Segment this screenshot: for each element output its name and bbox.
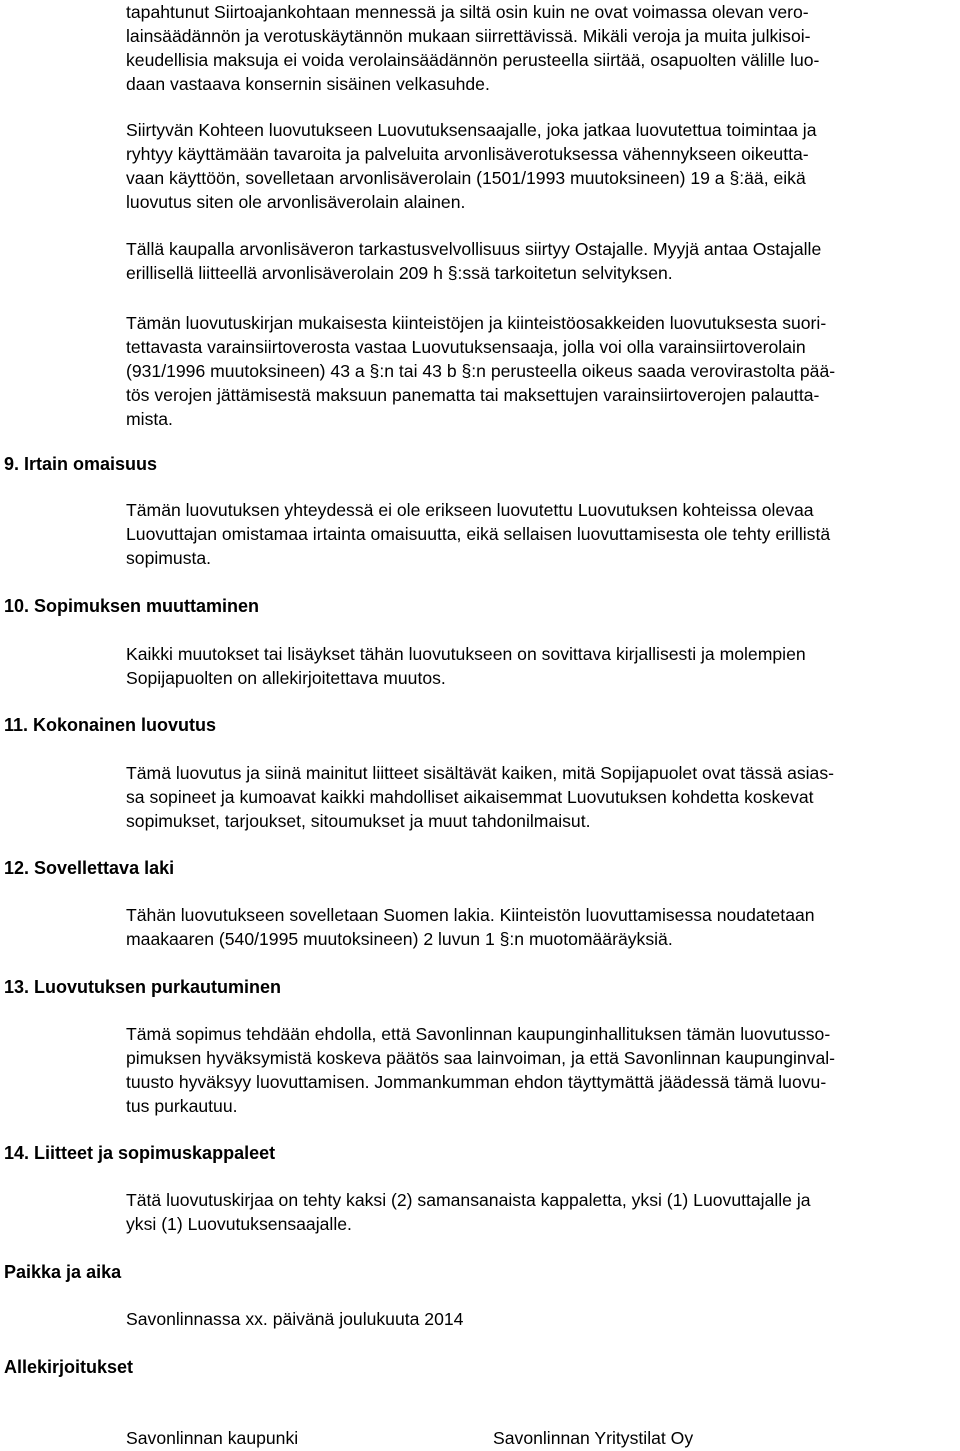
paragraph-vat-transfer (126, 118, 954, 214)
text-line: tuusto hyväksyy luovuttamisen. Jommankumman ehdon täyttymättä jäädessä tämä luovu- (126, 1072, 827, 1092)
heading-section-9: 9. Irtain omaisuus (4, 454, 158, 474)
heading-section-12: 12. Sovellettava laki (4, 858, 175, 878)
signatory-left: Savonlinnan kaupunki (126, 1428, 299, 1448)
text-line: Tähän luovutukseen sovelletaan Suomen lakia. Kiinteistön luovuttamisessa noudatetaan (126, 905, 815, 925)
text-line: vaan käyttöön, sovelletaan arvonlisäverolain (1501/1993 muutoksineen) 19 a §:ää, eikä (126, 168, 806, 188)
paragraph-section-14 (126, 1188, 954, 1236)
heading-section-10: 10. Sopimuksen muuttaminen (4, 596, 260, 616)
text-line: lainsäädännön ja verotuskäytännön mukaan siirrettävissä. Mikäli veroja ja muita julkisoi- (126, 26, 811, 46)
text-line: erillisellä liitteellä arvonlisäverolain 209 h §:ssä tarkoitetun selvityksen. (126, 263, 673, 283)
text-line: maakaaren (540/1995 muutoksineen) 2 luvun 1 §:n muotomääräyksiä. (126, 929, 673, 949)
heading-place-time: Paikka ja aika (4, 1262, 122, 1282)
text-line: Luovuttajan omistamaa irtainta omaisuutta, eikä sellaisen luovuttamisesta ole tehty erillistä (126, 524, 831, 544)
text-line: sopimukset, tarjoukset, sitoumukset ja muut tahdonilmaisut. (126, 811, 591, 831)
paragraph-tax-transfer (126, 0, 954, 96)
text-line: Tätä luovutuskirjaa on tehty kaksi (2) samansanaista kappaletta, yksi (1) Luovuttajalle ja (126, 1190, 811, 1210)
heading-signatures: Allekirjoitukset (4, 1357, 134, 1377)
text-line: luovutus siten ole arvonlisäverolain alainen. (126, 192, 466, 212)
text-line: Tämän luovutuksen yhteydessä ei ole erikseen luovutettu Luovutuksen kohteissa olevaa (126, 500, 814, 520)
text-line: sopimusta. (126, 548, 212, 568)
text-line: daan vastaava konsernin sisäinen velkasuhde. (126, 74, 490, 94)
text-line: pimuksen hyväksymistä koskeva päätös saa lainvoiman, ja että Savonlinnan kaupunginval- (126, 1048, 836, 1068)
paragraph-transfer-tax (126, 311, 954, 431)
place-date (126, 1307, 954, 1331)
text-line: tapahtunut Siirtoajankohtaan mennessä ja siltä osin kuin ne ovat voimassa olevan vero- (126, 2, 809, 22)
paragraph-section-13 (126, 1022, 954, 1118)
heading-section-13: 13. Luovutuksen purkautuminen (4, 977, 282, 997)
text-line: Tämä sopimus tehdään ehdolla, että Savonlinnan kaupunginhallituksen tämän luovutusso- (126, 1024, 831, 1044)
text-line: tettavasta varainsiirtoverosta vastaa Luovutuksensaaja, jolla voi olla varainsiirtoverolain (126, 337, 806, 357)
heading-section-14: 14. Liitteet ja sopimuskappaleet (4, 1143, 276, 1163)
paragraph-section-11 (126, 761, 954, 833)
paragraph-vat-review (126, 237, 954, 285)
text-line: sa sopineet ja kumoavat kaikki mahdolliset aikaisemmat Luovutuksen kohdetta koskevat (126, 787, 814, 807)
text-line: Tämä luovutus ja siinä mainitut liitteet sisältävät kaiken, mitä Sopijapuolet ovat tässä asias- (126, 763, 835, 783)
text-line: Siirtyvän Kohteen luovutukseen Luovutuksensaajalle, joka jatkaa luovutettua toimintaa ja (126, 120, 817, 140)
text-line: (931/1996 muutoksineen) 43 a §:n tai 43 b §:n perusteella oikeus saada verovirastolta pää- (126, 361, 836, 381)
heading-section-11: 11. Kokonainen luovutus (4, 715, 217, 735)
paragraph-section-10 (126, 642, 954, 690)
text-line: keudellisia maksuja ei voida verolainsäädännön perusteella siirtää, osapuolten välille luo- (126, 50, 820, 70)
signatory-right: Savonlinnan Yritystilat Oy (493, 1428, 694, 1448)
text-line: Kaikki muutokset tai lisäykset tähän luovutukseen on sovittava kirjallisesti ja molempien (126, 644, 806, 664)
text-line: tös verojen jättämisestä maksuun panematta tai maksettujen varainsiirtoverojen palautta- (126, 385, 820, 405)
text-line: tus purkautuu. (126, 1096, 238, 1116)
text-line: Tällä kaupalla arvonlisäveron tarkastusvelvollisuus siirtyy Ostajalle. Myyjä antaa Ostajalle (126, 239, 822, 259)
text-line: mista. (126, 409, 173, 429)
text-line: Sopijapuolten on allekirjoitettava muutos. (126, 668, 446, 688)
text-line: ryhtyy käyttämään tavaroita ja palveluita arvonlisäverotuksessa vähennykseen oikeutta- (126, 144, 809, 164)
paragraph-section-12 (126, 903, 954, 951)
text-line: Savonlinnassa xx. päivänä joulukuuta 2014 (126, 1309, 464, 1329)
paragraph-section-9 (126, 498, 954, 570)
text-line: yksi (1) Luovutuksensaajalle. (126, 1214, 352, 1234)
text-line: Tämän luovutuskirjan mukaisesta kiinteistöjen ja kiinteistöosakkeiden luovutuksesta suori- (126, 313, 827, 333)
